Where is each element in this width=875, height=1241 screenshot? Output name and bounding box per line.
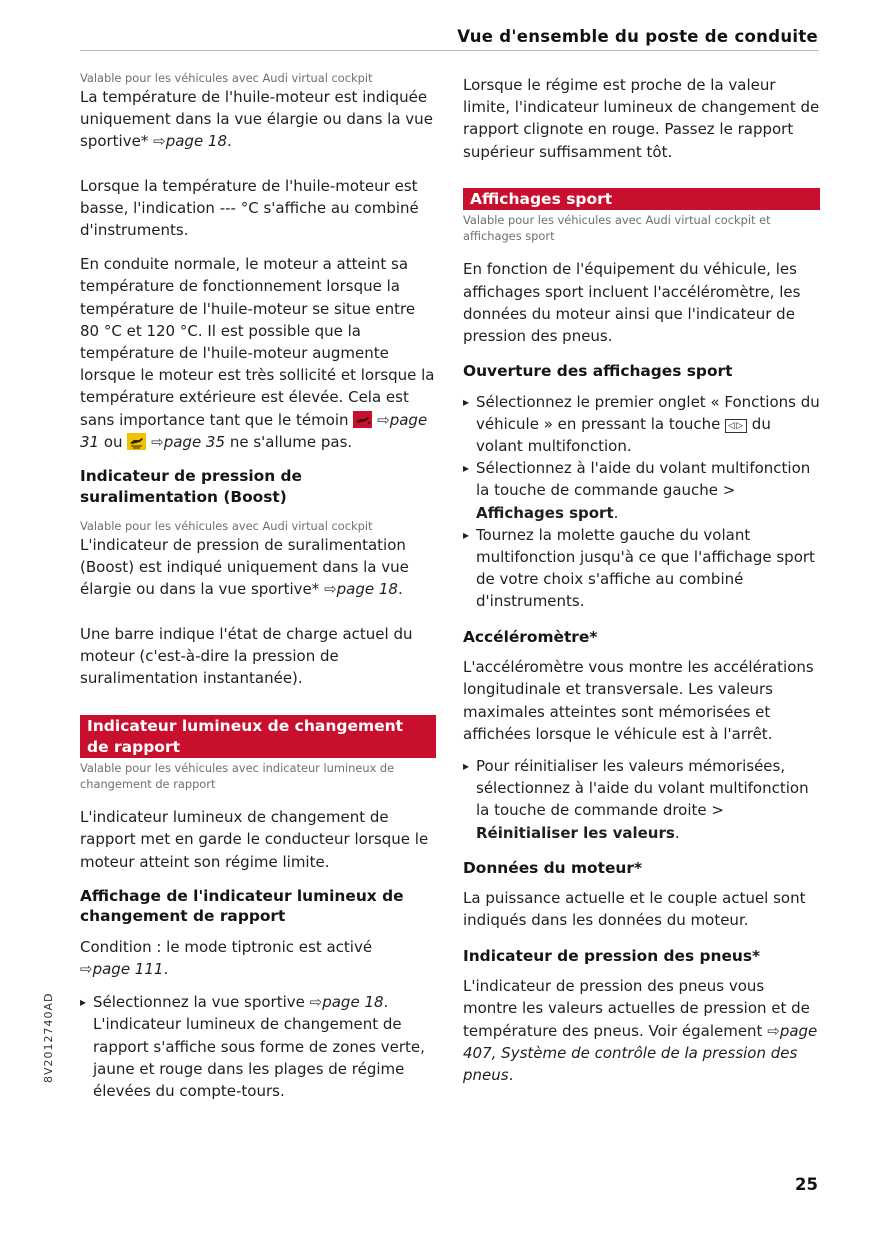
bullet-text: Tournez la molette gauche du volant multifonction jusqu'à ce que l'affichage sport de votre choix s'affiche au combiné d'instruments. (476, 525, 815, 611)
page-ref-link[interactable]: page 407, Système de contrôle de la pression des pneus (463, 1021, 818, 1084)
boost-heading: Indicateur de pression de suralimentation (Boost) (80, 467, 302, 506)
shift-display-heading: Affichage de l'indicateur lumineux de changement de rapport (80, 886, 404, 926)
oil-temp-para-1: La température de l'huile-moteur est indiquée uniquement dans la vue élargie ou dans la vue sportive* ⇨page 18. (80, 88, 433, 151)
bullet-text: Sélectionnez le premier onglet « Fonctions du véhicule » en pressant la touche (476, 392, 820, 433)
accelerometer-heading: Accéléromètre* (463, 627, 598, 646)
menu-path-label: Affichages sport (476, 503, 614, 522)
validity-note: Valable pour les véhicules avec indicateur lumineux de changement de rapport (80, 761, 395, 792)
arrow-right-icon: ⇨ (151, 432, 164, 451)
page-number: 25 (795, 1175, 818, 1194)
tire-pressure-para: L'indicateur de pression des pneus vous montre les valeurs actuelles de pression et de température des pneus. Voir également ⇨page 407, Système de contrôle de la pression des pneus. (463, 977, 818, 1084)
bullet-text: Pour réinitialiser les valeurs mémorisées, sélectionnez à l'aide du volant multifonction la touche de commande droite > (476, 756, 809, 820)
opening-sport-heading: Ouverture des affichages sport (463, 362, 733, 381)
condition-para: Condition : le mode tiptronic est activé ⇨page 111. (80, 937, 373, 979)
menu-path-label: Réinitialiser les valeurs (476, 823, 675, 842)
condition-text: Condition : le mode tiptronic est activé (80, 937, 373, 956)
bullet-text: L'indicateur lumineux de changement de rapport s'affiche sous forme de zones verte, jaune et rouge dans les plages de régime élevées du compte-tours. (93, 1015, 425, 1101)
running-header: Vue d'ensemble du poste de conduite (457, 27, 818, 46)
bullet-text: du volant multifonction. (476, 414, 771, 456)
accelerometer-para: L'accéléromètre vous montre les accélérations longitudinale et transversale. Les valeurs maximales atteintes sont mémorisées et affichées lorsque le véhicule est à l'arrêt. (463, 658, 814, 743)
opening-steps-list (463, 391, 820, 613)
page-ref-link[interactable]: page 18 (322, 993, 384, 1012)
oil-pressure-warning-icon (353, 411, 372, 428)
list-item (463, 524, 820, 613)
boost-text: L'indicateur de pression de suralimentation (Boost) est indiqué uniquement dans la vue élargie ou dans la vue sportive* (80, 536, 409, 599)
engine-data-heading: Données du moteur* (463, 858, 642, 877)
validity-note: Valable pour les véhicules avec Audi virtual cockpit et affichages sport (463, 213, 771, 244)
list-item: ▸ Sélectionnez la vue sportive ⇨page 18. L'indicateur lumineux de changement de rapport s'affiche sous forme de zones verte, jaune et rouge dans les plages de régime élevées du compte-tours. (80, 991, 436, 1102)
list-item: ▸ Sélectionnez à l'aide du volant multifonction la touche de commande gauche > Affichages sport. (463, 457, 820, 524)
oil-temp-text-end: ne s'allume pas. (229, 432, 353, 451)
list-item (463, 391, 820, 458)
oil-temp-text: En conduite normale, le moteur a atteint sa température de fonctionnement lorsque la température de l'huile-moteur se situe entre 80 °C et 120 °C. Il est possible que la température de l'huile-moteur augmente lorsque le moteur est très sollicité et lorsque la température extérieure est élevée. Cela est sans importance tant que le témoin (80, 255, 435, 429)
oil-temp-para-2: Lorsque la température de l'huile-moteur est basse, l'indication --- °C s'affiche au combiné d'instruments. (80, 176, 419, 240)
tire-pressure-heading: Indicateur de pression des pneus* (463, 946, 761, 965)
page-ref-link[interactable]: page 18 (165, 132, 228, 151)
oil-temp-para-3 (80, 253, 436, 453)
shift-intro-para: Lorsque le régime est proche de la valeur limite, l'indicateur lumineux de changement de rapport clignote en rouge. Passez le rapport supérieur suffisamment tôt. (463, 76, 820, 161)
shift-para-1: L'indicateur lumineux de changement de rapport met en garde le conducteur lorsque le moteur atteint son régime limite. (80, 808, 429, 871)
arrow-right-icon: ⇨ (309, 993, 323, 1012)
page-ref-link[interactable]: page 111 (92, 960, 164, 979)
arrow-right-icon: ⇨ (377, 410, 390, 429)
boost-para-2: Une barre indique l'état de charge actuel du moteur (c'est-à-dire la pression de suralimentation instantanée). (80, 624, 413, 688)
arrows-key-icon: ◁▷ (725, 419, 747, 433)
shift-instructions-list (80, 991, 436, 1102)
arrow-right-icon: ⇨ (80, 960, 93, 979)
validity-note: Valable pour les véhicules avec Audi virtual cockpit (80, 71, 373, 85)
accelerometer-steps-list (463, 755, 820, 844)
arrow-right-icon: ⇨ (767, 1021, 780, 1040)
or-text: ou (103, 432, 123, 451)
right-column (463, 74, 820, 1086)
left-column (80, 70, 436, 1102)
validity-note: Valable pour les véhicules avec Audi virtual cockpit (80, 519, 373, 534)
page-ref-link[interactable]: page 31 (80, 410, 428, 451)
section-band-sport-displays: Affichages sport (463, 188, 820, 211)
bullet-text: Sélectionnez la vue sportive (93, 993, 305, 1012)
sport-para-1: En fonction de l'équipement du véhicule, les affichages sport incluent l'accéléromètre, les données du moteur ainsi que l'indicateur de pression des pneus. (463, 260, 801, 345)
document-code: 8V2012740AD (42, 992, 55, 1083)
tire-text: L'indicateur de pression des pneus vous montre les valeurs actuelles de pression et de température des pneus. Voir également (463, 977, 810, 1040)
section-band-shift-indicator: Indicateur lumineux de changement de rapport (80, 715, 436, 758)
page-ref-link[interactable]: page 18 (336, 580, 398, 599)
list-item: ▸ Pour réinitialiser les valeurs mémorisées, sélectionnez à l'aide du volant multifonction la touche de commande droite > Réinitialiser les valeurs. (463, 755, 820, 844)
arrow-right-icon: ⇨ (153, 132, 166, 151)
page-ref-link[interactable]: page 35 (163, 432, 226, 451)
oil-temp-text: La température de l'huile-moteur est indiquée uniquement dans la vue élargie ou dans la vue sportive* (80, 88, 433, 151)
header-rule (80, 50, 819, 51)
oil-level-warning-icon (127, 433, 146, 450)
boost-para-1: L'indicateur de pression de suralimentation (Boost) est indiqué uniquement dans la vue élargie ou dans la vue sportive* ⇨page 18. (80, 536, 409, 599)
engine-data-para: La puissance actuelle et le couple actuel sont indiqués dans les données du moteur. (463, 889, 806, 930)
arrow-right-icon: ⇨ (324, 580, 337, 599)
bullet-text: Sélectionnez à l'aide du volant multifonction la touche de commande gauche > (476, 459, 811, 500)
